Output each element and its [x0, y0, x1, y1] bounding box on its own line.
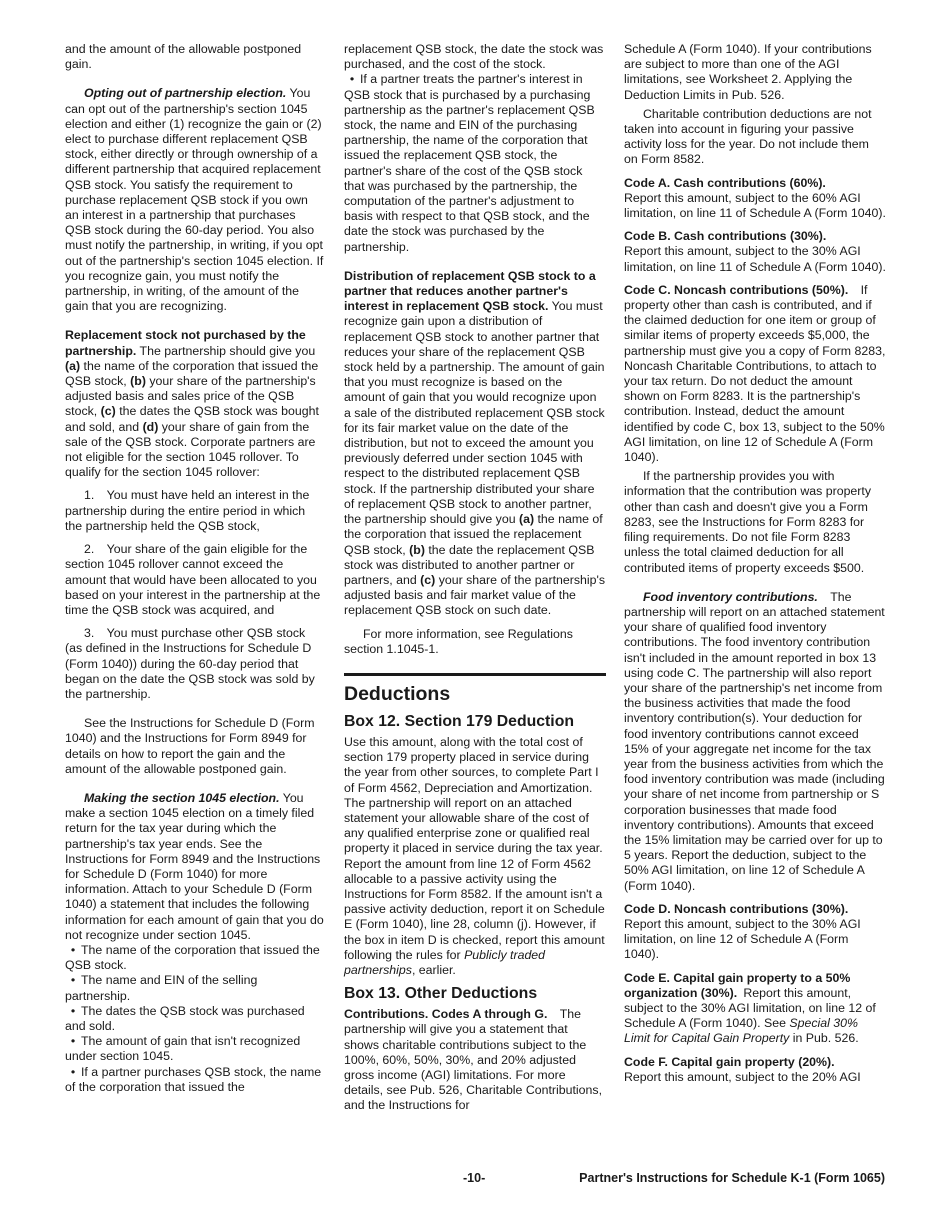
text-run: If a partner treats the partner's interest in QSB stock that is purchased by a purchasing partnership as the partner's replacement QSB stock, the name and EIN of the purchasing partnership, the name of the corporation that issued the replacement QSB stock, the partner's share of the cost of the QSB stock that was purchased by the partnership, the computation of the partner's adjustment to basis with respect to that QSB stock, and the date the stock was purchased by the partnership.: [344, 72, 595, 254]
box12-heading: Box 12. Section 179 Deduction: [344, 712, 574, 730]
text-run: the name of the corporation that issued the replacement QSB stock,: [344, 512, 603, 557]
opting-out-heading: Opting out of partnership election.: [84, 86, 287, 101]
document-title: Partner's Instructions for Schedule K-1 (Form 1065): [579, 1171, 885, 1185]
text-run: If property other than cash is contributed, and if the claimed deduction for one item or group of similar items of property exceeds $5,000, the partnership must give you a copy of Form 8283, Noncash Charitable Contributions, to attach to your tax return. Do not deduct the amount shown on Form 8283. It is the partnership's contribution. Instead, deduct the amount identified by code C, box 13, subject to the 50% AGI limitation, on line 12 of Schedule A (Form 1040).: [624, 282, 886, 465]
page-footer: [65, 1171, 885, 1187]
text-run: (a): [518, 512, 535, 527]
paragraph: Charitable contribution deductions are not taken into account in figuring your passive activity loss for the year. Do not include them on Form 8582.: [624, 106, 872, 167]
contributions-heading: Contributions. Codes A through G.: [344, 1007, 548, 1022]
text-run: Special 30% Limit for Capital Gain Property: [624, 1016, 858, 1046]
text-run: Use this amount, along with the total cost of section 179 property placed in service during the year from other sources, to complete Part I of Form 4562, Depreciation and Amortization. The partnership will report on an attached statement your allowable share of the cost of any qualified enterprise zone or qualified real property it placed in service during the tax year. Report the amount from line 12 of Form 4562 allocable to a passive activity using the Instructions for Form 8582. If the amount isn't a passive activity deduction, report it on Schedule E (Form 1040), line 28, column (j). However, if the box in item D is checked, report this amount following the rules for: [344, 734, 605, 962]
form-8283-paragraph: If the partnership provides you with information that the contribution was property other than cash and doesn't give you a Form 8283, see the Instructions for Form 8283 for filing requirements. Do not file Form 8283 unless the total claimed deduction for all contributed items of property exceeds $500.: [624, 469, 872, 575]
text-run: (b): [130, 374, 146, 389]
distribution-paragraph: [344, 269, 606, 619]
section-divider: [344, 673, 606, 676]
more-info-paragraph: For more information, see Regulations section 1.1045-1.: [344, 626, 573, 656]
text-run: Report this amount, subject to the 30% AGI limitation, on line 11 of Schedule A (Form 1040).: [624, 244, 886, 274]
code-e-heading: Code E. Capital gain property to a 50% organization (30%).: [624, 970, 851, 1000]
text-run: in Pub. 526.: [789, 1031, 859, 1046]
code-f-heading: Code F. Capital gain property (20%).: [624, 1054, 835, 1069]
numbered-item-1: 1. You must have held an interest in the partnership during the entire period in which the partnership held the QSB stock,: [65, 488, 310, 533]
text-run: your share of the partnership's adjusted basis and sales price of the QSB stock,: [65, 374, 316, 419]
replacement-stock-paragraph: [65, 328, 325, 480]
text-run: (d): [142, 419, 159, 434]
column-2: [344, 42, 606, 1114]
text-run: Report this amount, subject to the 20% AGI: [624, 1069, 861, 1084]
text-run: the name of the corporation that issued the QSB stock,: [65, 358, 319, 389]
code-d-heading: Code D. Noncash contributions (30%).: [624, 901, 849, 916]
see-instructions-paragraph: See the Instructions for Schedule D (Form 1040) and the Instructions for Form 8949 for details on how to report the gain and the amount of the allowable postponed gain.: [65, 716, 315, 776]
text-run: The partnership will report on an attached statement your share of qualified food inventory contributions. The food inventory contribution isn't included in the amount reported in box 13 using code C. The partnership will also report your share of the partnership's net income from the business activities that made the food inventory contribution(s). Your deduction for food inventory contributions cannot exceed 15% of your aggregate net income for the tax year from the business activities from which the food inventory contribution was made (including your share of net income from partnership or S corporation businesses that made food inventory contributions). Amounts that exceed the 15% limitation may be carried over for up to 5 years. Report the deduction, subject to the 50% AGI limitation, on line 12 of Schedule A (Form 1040).: [624, 589, 885, 893]
paragraph: replacement QSB stock, the date the stock was purchased, and the cost of the stock.: [344, 42, 604, 72]
code-a-paragraph: [624, 176, 886, 222]
text-run: your share of the partnership's adjusted basis and fair market value of the replacement QSB stock on such date.: [344, 572, 606, 618]
code-c-paragraph: [624, 283, 886, 465]
numbered-item-3: 3. You must purchase other QSB stock (as defined in the Instructions for Schedule D (Form 1040)) during the 60-day period that began on the date the QSB stock was sold by the partnership.: [65, 626, 315, 701]
section-title-deductions: Deductions: [344, 682, 451, 705]
food-inventory-paragraph: [624, 590, 886, 894]
text-run: The name and EIN of the selling partnership.: [65, 973, 258, 1003]
opting-out-text: You can opt out of the partnership's section 1045 election and either (1) recognize the gain or (2) elect to purchase different replacement QSB stock, either directly or through ownership of a different partnership that acquired replacement QSB stock. You satisfy the requirement to purchase replacement QSB stock if you own an interest in a partnership that purchases QSB stock during the 60-day period. You also must notify the partnership, in writing, if you opt out of the partnership's section 1045 election. If you recognize gain, you must notify the partnership, in writing, of the amount of the gain that you are recognizing.: [65, 86, 324, 314]
text-run: the dates the QSB stock was bought and sold, and: [65, 404, 319, 434]
text-run: The partnership should give you: [136, 343, 316, 358]
text-run: your share of gain from the sale of the QSB stock. Corporate partners are not eligible for the section 1045 rollover. To qualify for the section 1045 rollover:: [65, 419, 316, 480]
text-run: The partnership will give you a statement that shows charitable contributions subject to the 100%, 60%, 50%, 30%, and 20% adjusted gross income (AGI) limitations. For more details, see Pub. 526, Charitable Contributions, and the Instructions for: [344, 1007, 603, 1113]
text-run: (b): [409, 542, 425, 557]
text-run: , earlier.: [411, 962, 456, 977]
text-run: If a partner purchases QSB stock, the name of the corporation that issued the: [65, 1064, 322, 1094]
text-run: The name of the corporation that issued the QSB stock.: [65, 942, 320, 973]
list-item: • If a partner purchases QSB stock, the name of the corporation that issued the: [65, 1064, 322, 1094]
column-3: [624, 42, 886, 1085]
text-run: You must recognize gain upon a distribution of replacement QSB stock to another partner that reduces your share of the replacement QSB stock held by a partnership. The amount of gain that you must recognize is based on the amount of gain that you would recognize upon a sale of the distributed replacement QSB stock for its fair market value on the date of the distribution, but not to exceed the amount you previously deferred under section 1045 with respect to the distributed replacement QSB stock. If the partnership distributed your share of replacement QSB stock to another partner, the partnership should give you: [344, 299, 605, 527]
code-c-heading: Code C. Noncash contributions (50%).: [624, 282, 849, 297]
list-item: • The name of the corporation that issued the QSB stock.: [65, 942, 320, 973]
list-item: • The name and EIN of the selling partnership.: [65, 973, 258, 1003]
code-f-paragraph: [624, 1055, 886, 1085]
text-run: The amount of gain that isn't recognized under section 1045.: [65, 1034, 301, 1064]
distribution-heading: Distribution of replacement QSB stock to a partner that reduces another partner's interest in replacement QSB stock.: [344, 268, 596, 314]
code-a-heading: Code A. Cash contributions (60%).: [624, 175, 826, 190]
box13-heading: Box 13. Other Deductions: [344, 985, 538, 1003]
food-inventory-heading: Food inventory contributions.: [643, 589, 818, 604]
text-run: Report this amount, subject to the 30% AGI limitation, on line 12 of Schedule A (Form 1040). See: [624, 985, 876, 1031]
making-election-paragraph: [65, 791, 325, 943]
text-run: Publicly traded partnerships: [344, 947, 546, 977]
numbered-item-2: 2. Your share of the gain eligible for the section 1045 rollover cannot exceed the amount that would have been allocated to you based on your interest in the partnership at the time the QSB stock was acquired, and: [65, 542, 321, 617]
bullet-list: [65, 943, 325, 1095]
list-item: • If a partner treats the partner's interest in QSB stock that is purchased by a purchasing partnership as the partner's replacement QSB stock, the name and EIN of the purchasing partnership, the name of the corporation that issued the replacement QSB stock, the partner's share of the cost of the QSB stock that was purchased by the partnership, the computation of the partner's adjustment to basis with respect to that QSB stock, and the date the stock was purchased by the partnership.: [344, 72, 595, 254]
opting-out-paragraph: [65, 86, 325, 314]
contributions-paragraph: [344, 1007, 606, 1113]
text-run: You make a section 1045 election on a timely filed return for the tax year during which the partnership's tax year ends. See the Instructions for Form 8949 and the Instructions for Schedule D (Form 1040) for more information. Attach to your Schedule D (Form 1040) a statement that includes the following information for each amount of gain that you do not recognize under section 1045.: [65, 790, 324, 942]
list-item: • The dates the QSB stock was purchased and sold.: [65, 1003, 305, 1033]
code-b-heading: Code B. Cash contributions (30%).: [624, 229, 827, 244]
text-run: The dates the QSB stock was purchased and sold.: [65, 1003, 305, 1033]
code-b-paragraph: [624, 229, 886, 275]
text-run: Report this amount, subject to the 60% AGI limitation, on line 11 of Schedule A (Form 1040).: [624, 190, 886, 221]
text-run: (a): [65, 358, 81, 373]
making-election-heading: Making the section 1045 election.: [84, 790, 280, 805]
text-run: the date the replacement QSB stock was distributed to another partner or partners, and: [344, 542, 595, 587]
box12-paragraph: [344, 735, 606, 978]
paragraph: Schedule A (Form 1040). If your contributions are subject to more than one of the AGI limitations, see Worksheet 2. Applying the Deduction Limits in Pub. 526.: [624, 42, 872, 102]
replacement-stock-heading: Replacement stock not purchased by the partnership.: [65, 328, 306, 358]
text-run: (c): [100, 404, 116, 419]
page-number: -10-: [463, 1171, 486, 1185]
code-d-paragraph: [624, 902, 886, 963]
text-run: (c): [420, 572, 436, 587]
column-1: [65, 42, 325, 1095]
paragraph: and the amount of the allowable postponed gain.: [65, 42, 302, 72]
code-e-paragraph: [624, 971, 886, 1047]
list-item: • The amount of gain that isn't recognized under section 1045.: [65, 1034, 301, 1064]
text-run: Report this amount, subject to the 30% AGI limitation, on line 12 of Schedule A (Form 1040).: [624, 916, 861, 962]
